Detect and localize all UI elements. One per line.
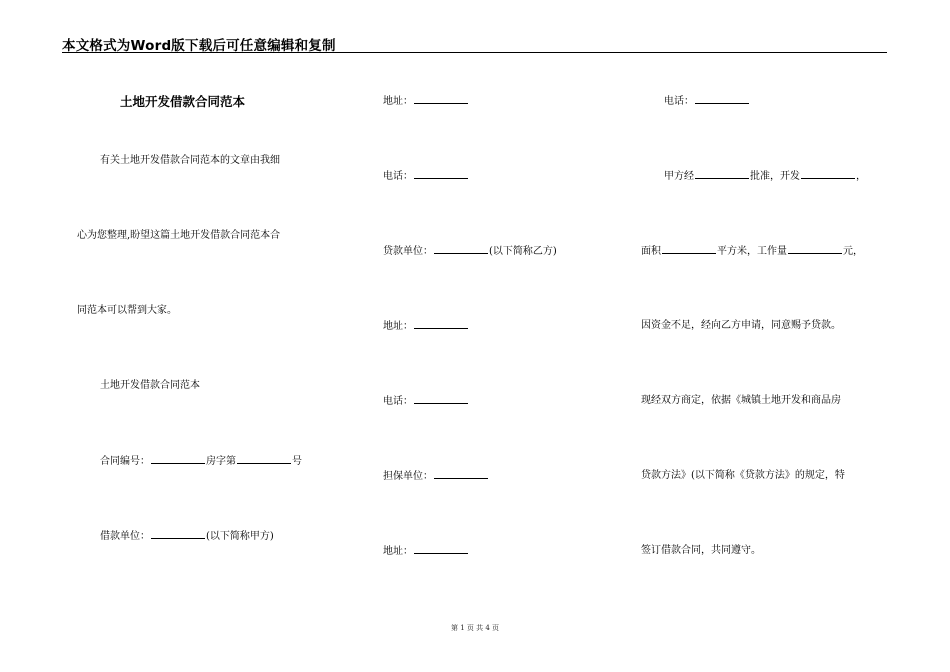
blank-field xyxy=(695,94,749,104)
blank-field xyxy=(414,169,468,179)
lender-line xyxy=(100,529,274,544)
contract-number-label: 合同编号： xyxy=(100,456,150,467)
borrower-line xyxy=(383,244,557,259)
contract-number-line xyxy=(100,454,302,469)
clause-text: 元， xyxy=(843,246,863,257)
blank-field xyxy=(434,469,488,479)
blank-field xyxy=(414,394,468,404)
lender-note: (以下简称甲方) xyxy=(206,531,274,542)
address-line-3 xyxy=(383,544,469,559)
lender-label: 借款单位： xyxy=(100,531,150,542)
contract-number-mid: 房字第 xyxy=(206,456,236,467)
address-label: 地址： xyxy=(383,96,413,107)
clause-line-4: 现经双方商定，依据《城镇土地开发和商品房 xyxy=(641,395,841,406)
phone-line-1 xyxy=(383,169,469,184)
blank-field xyxy=(434,244,488,254)
page-footer: 第 1 页 共 4 页 xyxy=(450,624,500,632)
clause-text: 平方米，工作量 xyxy=(717,246,787,257)
clause-text: 批准，开发 xyxy=(750,171,800,182)
clause-line-1 xyxy=(664,169,866,184)
blank-field xyxy=(662,244,716,254)
address-line-1 xyxy=(383,94,469,109)
blank-field xyxy=(151,529,205,539)
clause-line-6: 签订借款合同，共同遵守。 xyxy=(641,545,761,556)
phone-line-2 xyxy=(383,394,469,409)
guarantor-line xyxy=(383,469,489,484)
blank-field xyxy=(414,94,468,104)
clause-line-2 xyxy=(641,244,863,259)
document-title: 土地开发借款合同范本 xyxy=(120,94,246,109)
intro-line-1: 有关土地开发借款合同范本的文章由我细 xyxy=(100,155,280,166)
address-line-2 xyxy=(383,319,469,334)
contract-subtitle: 土地开发借款合同范本 xyxy=(100,380,200,391)
intro-line-2: 心为您整理,盼望这篇土地开发借款合同范本合 xyxy=(77,230,281,241)
intro-line-3: 同范本可以帮到大家。 xyxy=(77,305,177,316)
contract-number-end: 号 xyxy=(292,456,302,467)
borrower-label: 贷款单位： xyxy=(383,246,433,257)
blank-field xyxy=(237,454,291,464)
guarantor-label: 担保单位： xyxy=(383,471,433,482)
clause-line-5: 贷款方法》(以下简称《贷款方法》的规定，特 xyxy=(641,470,845,481)
blank-field xyxy=(695,169,749,179)
address-label: 地址： xyxy=(383,321,413,332)
blank-field xyxy=(788,244,842,254)
blank-field xyxy=(414,319,468,329)
header-divider xyxy=(62,52,887,53)
phone-label: 电话： xyxy=(664,96,694,107)
address-label: 地址： xyxy=(383,546,413,557)
clause-line-3: 因资金不足，经向乙方申请，同意赐予贷款。 xyxy=(641,320,841,331)
blank-field xyxy=(801,169,855,179)
phone-label: 电话： xyxy=(383,396,413,407)
blank-field xyxy=(151,454,205,464)
clause-text: ， xyxy=(856,171,866,182)
clause-text: 甲方经 xyxy=(664,171,694,182)
clause-text: 面积 xyxy=(641,246,661,257)
header-title: 本文格式为Word版下载后可任意编辑和复制 xyxy=(62,38,336,54)
phone-label: 电话： xyxy=(383,171,413,182)
borrower-note: (以下简称乙方) xyxy=(489,246,557,257)
blank-field xyxy=(414,544,468,554)
phone-line-3 xyxy=(664,94,750,109)
